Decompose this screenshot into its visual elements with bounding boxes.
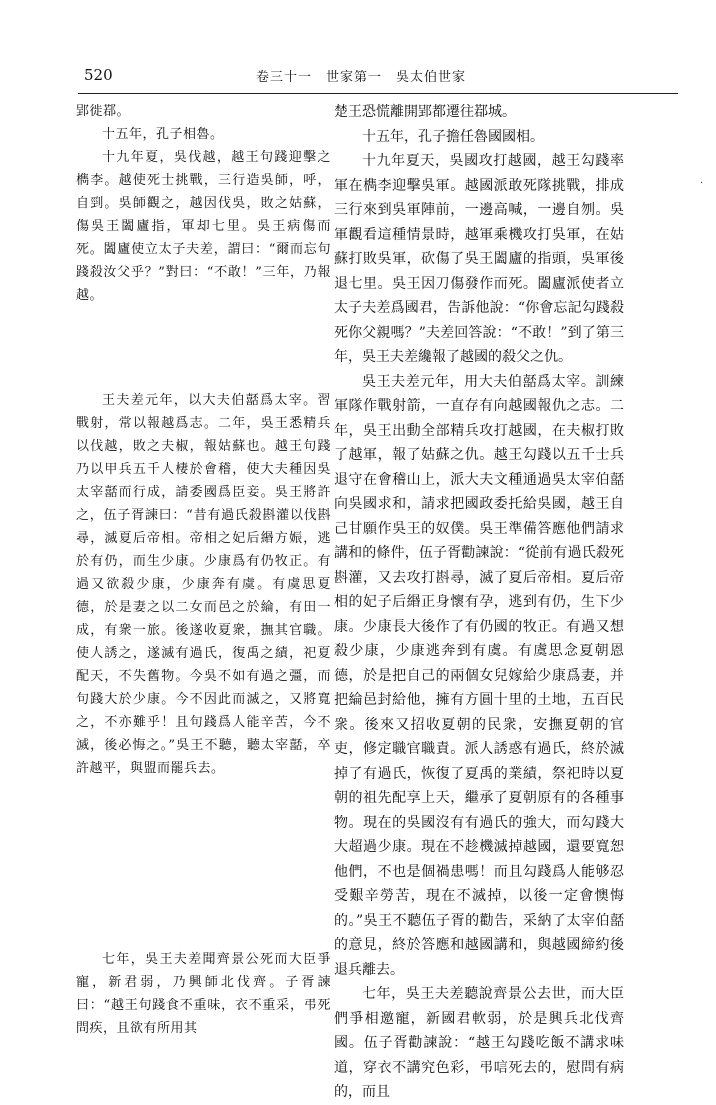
header-rule [78, 93, 678, 94]
left-paragraph-1: 郢徙鄀。 [76, 104, 131, 119]
page-header [78, 66, 674, 90]
left-paragraph-4: 王夫差元年，以大夫伯嚭爲太宰。習戰射，常以報越爲志。二年，吳王悉精兵以伐越，敗之夫椒，報姑蘇也。越王句踐乃以甲兵五千人棲於會稽，使大夫種因吳太宰嚭而行成，請委國爲臣妾。吳王將許之，伍子胥諫曰：“昔有過氏殺斟灌以伐斟尋，滅夏后帝相。帝相之妃后緡方娠，逃於有仍，而生少康。少康爲有仍牧正。有過又欲殺少康，少康奔有虞。有虞思夏德，於是妻之以二女而邑之於綸，有田一成，有衆一旅。後遂收夏衆，撫其官職。使人誘之，遂滅有過氏，復禹之績，祀夏配天，不失舊物。今吳不如有過之彊，而句踐大於少康。今不因此而滅之，又將寬之，不亦難乎！且句踐爲人能辛苦，今不滅，後必悔之。”吳王不聽，聽太宰嚭，卒許越平，與盟而罷兵去。 [76, 393, 331, 776]
left-paragraph-5: 七年，吳王夫差聞齊景公死而大臣爭寵，新君弱，乃興師北伐齊。子胥諫曰：“越王句踐食不重味，衣不重采，弔死問疾，且欲有所用其 [76, 952, 331, 1036]
right-paragraph-2: 十五年，孔子擔任魯國國相。 [362, 128, 544, 145]
right-paragraph-5: 七年，吳王夫差聽說齊景公去世，而大臣們爭相邀寵，新國君軟弱，於是興兵北伐齊國。伍子胥勸諫說：“越王勾踐吃飯不講求味道，穿衣不講究色彩，弔唁死去的，慰問有病的，而且 [334, 986, 624, 1100]
left-paragraph-2: 十五年，孔子相魯。 [102, 127, 224, 142]
right-paragraph-3: 十九年夏天，吳國攻打越國，越王勾踐率軍在檇李迎擊吳軍。越國派敢死隊挑戰，排成三行來到吳軍陣前，一邊高喊，一邊自刎。吳軍觀看這種情景時，越軍乘機攻打吳軍，在姑蘇打敗吳軍，砍傷了吳王闔廬的指頭，吳軍後退七里。吳王因刀傷發作而死。闔廬派使者立太子夫差爲國君，告訴他說：“你會忘記勾踐殺死你父親嗎？”夫差回答說：“不敢！”到了第三年，吳王夫差纔報了越國的殺父之仇。 [334, 153, 624, 365]
translation-column [334, 100, 624, 1105]
right-paragraph-4: 吳王夫差元年，用大夫伯嚭爲太宰。訓練軍隊作戰射箭，一直存有向越國報仇之志。二年，吳王出動全部精兵攻打越國，在夫椒打敗了越軍，報了姑蘇之仇。越王勾踐以五千士兵退守在會稽山上，派大夫文種通過吳太宰伯嚭向吳國求和，請求把國政委托給吳國，越王自己甘願作吳王的奴僕。吳王準備答應他們請求講和的條件，伍子胥勸諫說：“從前有過氏殺死斟灌，又去攻打斟尋，滅了夏后帝相。夏后帝相的妃子后緡正身懷有孕，逃到有仍，生下少康。少康長大後作了有仍國的牧正。有過又想殺少康，少康逃奔到有虞。有虞思念夏朝恩德，於是把自己的兩個女兒嫁給少康爲妻，并把綸邑封給他，擁有方圓十里的土地，五百民衆。後來又招收夏朝的民衆，安撫夏朝的官吏，修定職官職責。派人誘惑有過氏，終於滅掉了有過氏，恢復了夏禹的業績，祭祀時以夏朝的祖先配享上天，繼承了夏朝原有的各種事物。現在的吳國沒有有過氏的強大，而勾踐大大超過少康。現在不趁機滅掉越國，還要寬恕他們，不也是個禍患嗎！而且勾踐爲人能够忍受艱辛勞苦，現在不滅掉，以後一定會懊悔的。”吳王不聽伍子胥的勸告，采納了太宰伯嚭的意見，終於答應和越國講和，與越國締約後退兵離去。 [334, 373, 624, 978]
left-paragraph-3: 十九年夏，吳伐越，越王句踐迎擊之檇李。越使死士挑戰，三行造吳師，呼，自剄。吳師觀之，越因伐吳，敗之姑蘇，傷吳王闔廬指，軍却七里。吳王病傷而死。闔廬使立太子夫差，謂曰：“爾而忘句踐殺汝父乎？”對曰：“不敢！”三年，乃報越。 [76, 150, 331, 303]
edge-dot: · [700, 178, 704, 189]
page-number: 520 [84, 66, 113, 84]
running-title: 卷三十一 世家第一 吳太伯世家 [256, 70, 467, 85]
right-paragraph-1: 楚王恐慌離開郢都遷往鄀城。 [334, 104, 516, 120]
classical-text-column [76, 100, 331, 1040]
